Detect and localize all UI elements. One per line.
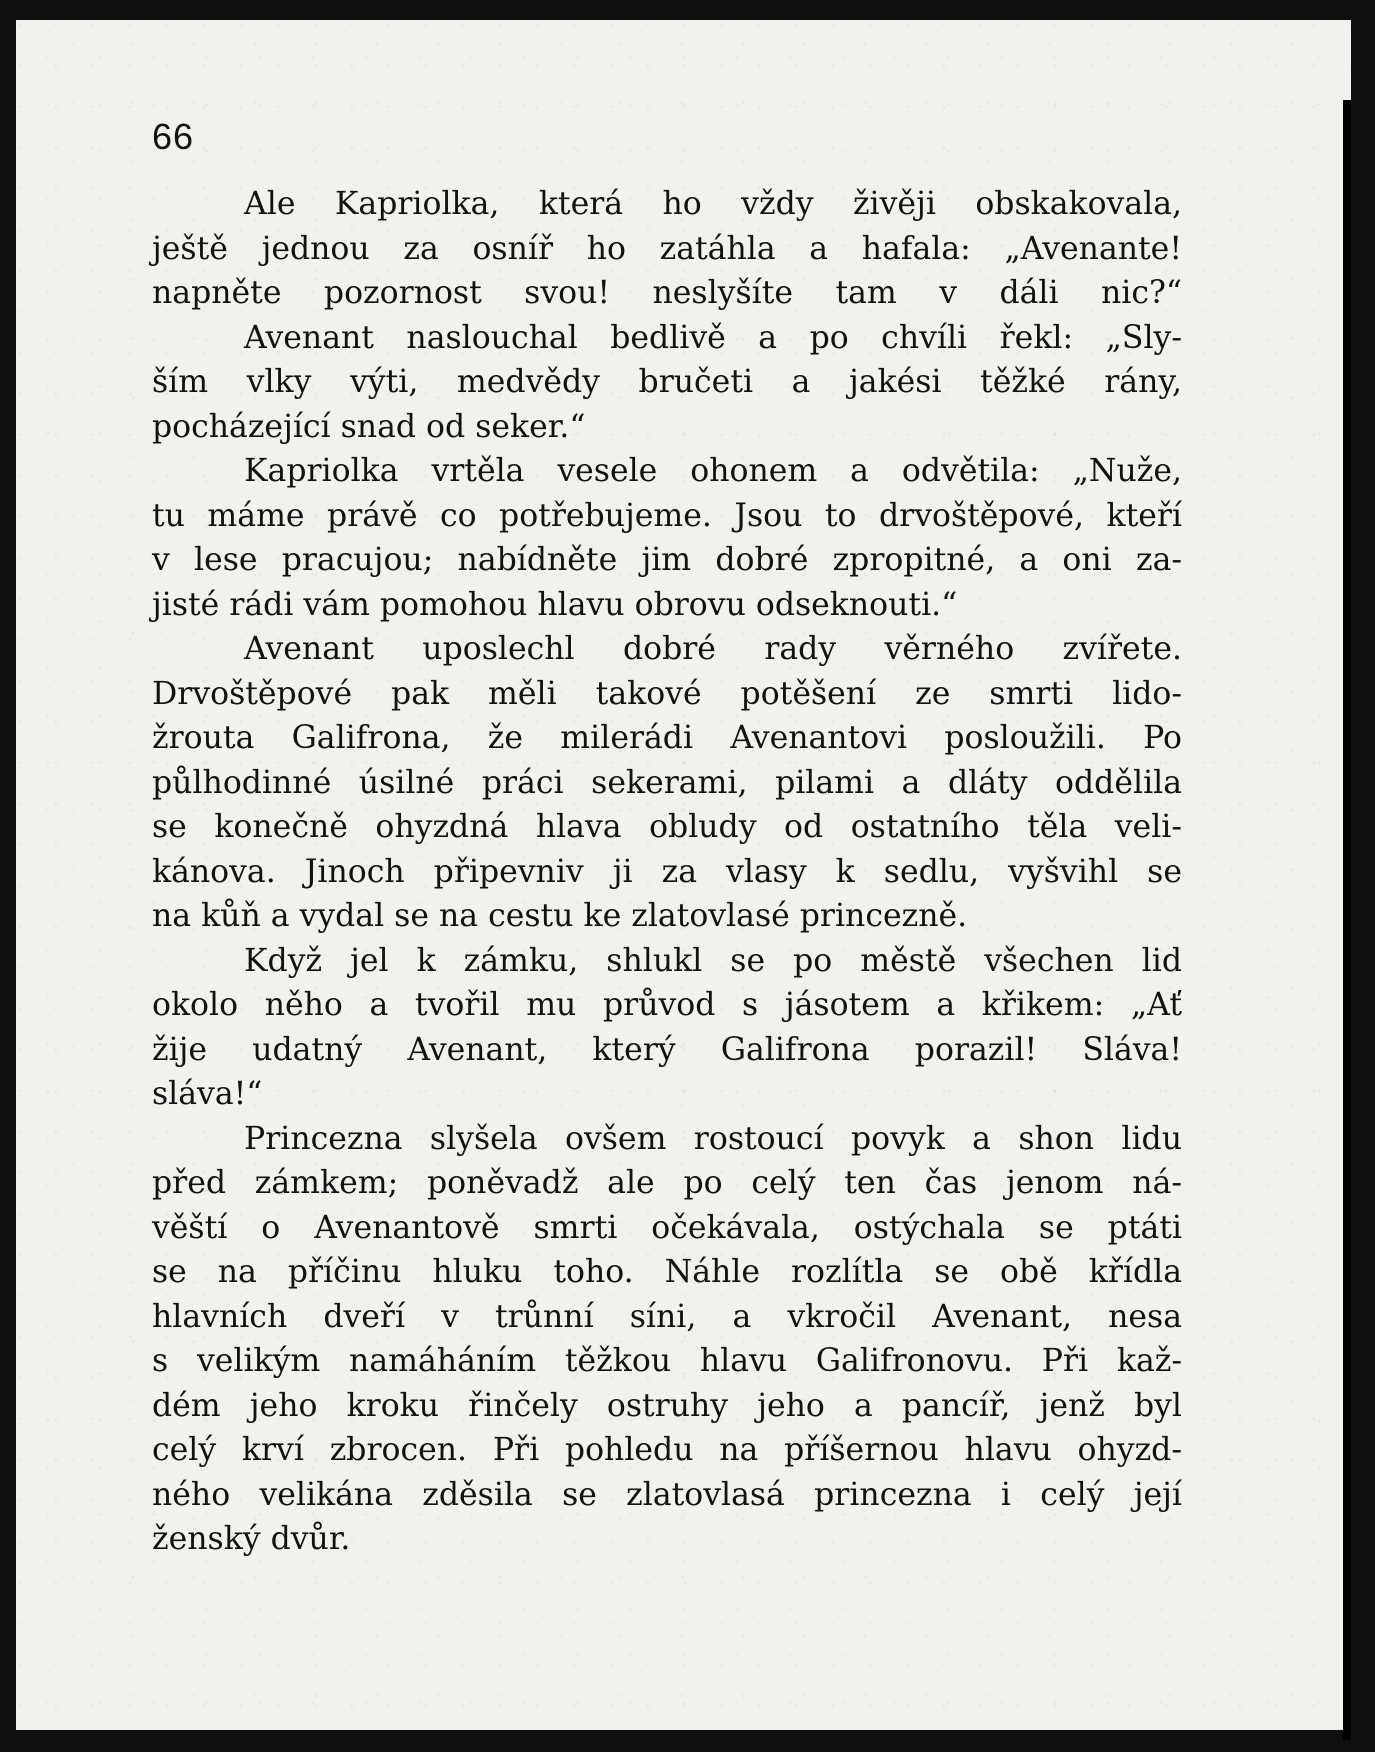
text-line: se konečně ohyzdná hlava obludy od ostatního těla veli- — [152, 809, 1182, 845]
text-line: hlavních dveří v trůnní síni, a vkročil Avenant, nesa — [152, 1298, 1182, 1335]
page-edge-shadow — [1343, 100, 1351, 1740]
text-line: ného velikána zděsila se zlatovlasá princezna i celý její — [152, 1476, 1182, 1513]
text-line: dém jeho kroku řinčely ostruhy jeho a pancíř, jenž byl — [152, 1387, 1182, 1424]
text-line: Kapriolka vrtěla vesele ohonem a odvětila: „Nuže, — [244, 453, 1182, 489]
text-line: žrouta Galifrona, že milerádi Avenantovi posloužili. Po — [152, 720, 1182, 756]
text-line: tu máme právě co potřebujeme. Jsou to drvoštěpové, kteří — [152, 497, 1182, 534]
text-line: půlhodinné úsilné práci sekerami, pilami a dláty oddělila — [152, 764, 1182, 801]
text-line: v lese pracujou; nabídněte jim dobré zpropitné, a oni za- — [152, 542, 1182, 578]
text-line: ším vlky výti, medvědy bručeti a jakési těžké rány, — [152, 364, 1182, 400]
text-line: Princezna slyšela ovšem rostoucí povyk a shon lidu — [244, 1120, 1182, 1157]
text-line: sláva!“ — [152, 1076, 263, 1112]
text-line: Avenant naslouchal bedlivě a po chvíli řekl: „Sly- — [244, 319, 1182, 356]
text-line: Avenant uposlechl dobré rady věrného zvířete. — [244, 631, 1182, 667]
text-line: kánova. Jinoch připevniv ji za vlasy k sedlu, vyšvihl se — [152, 853, 1182, 890]
text-line: ženský dvůr. — [152, 1521, 351, 1557]
text-line: celý krví zbrocen. Při pohledu na příšernou hlavu ohyzd- — [152, 1432, 1182, 1468]
text-line: napněte pozornost svou! neslyšíte tam v dáli nic?“ — [152, 275, 1182, 311]
text-line: na kůň a vydal se na cestu ke zlatovlasé princezně. — [152, 898, 968, 934]
text-line: jisté rádi vám pomohou hlavu obrovu odseknouti.“ — [152, 586, 958, 623]
text-line: Ale Kapriolka, která ho vždy živěji obskakovala, — [244, 186, 1182, 222]
page-number: 66 — [152, 116, 195, 157]
text-line: okolo něho a tvořil mu průvod s jásotem a křikem: „Ať — [152, 987, 1182, 1023]
text-line: před zámkem; poněvadž ale po celý ten čas jenom ná- — [152, 1165, 1182, 1201]
text-line: Když jel k zámku, shlukl se po městě všechen lid — [244, 942, 1182, 979]
text-line: žije udatný Avenant, který Galifrona porazil! Sláva! — [152, 1031, 1182, 1068]
text-line: věští o Avenantově smrti očekávala, ostýchala se ptáti — [152, 1209, 1182, 1246]
text-line: pocházející snad od seker.“ — [152, 408, 586, 445]
text-line: Drvoštěpové pak měli takové potěšení ze smrti lido- — [152, 675, 1182, 712]
text-line: s velikým namáháním těžkou hlavu Galifronovu. Při kaž- — [152, 1343, 1182, 1379]
text-line: ještě jednou za osníř ho zatáhla a hafala: „Avenante! — [152, 230, 1182, 267]
body-text — [152, 182, 1182, 1562]
text-line: se na příčinu hluku toho. Náhle rozlítla se obě křídla — [152, 1254, 1182, 1290]
